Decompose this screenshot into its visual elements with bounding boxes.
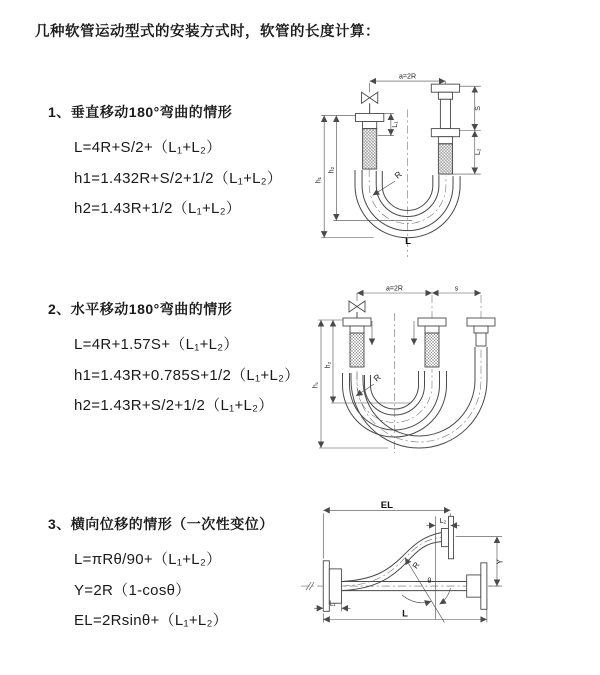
braided-hose-section xyxy=(438,144,452,174)
left-flange xyxy=(343,318,371,333)
dim-label-h2: h₂ xyxy=(328,166,336,174)
diagram-vertical-180-svg xyxy=(311,71,589,261)
braided-hose-section xyxy=(363,129,377,169)
section-3-heading: 3、横向位移的情形（一次性变位） xyxy=(48,516,274,532)
dim-label-el: EL xyxy=(380,500,394,511)
formula: h1=1.43R+0.785S+1/2（L₁+L₂） xyxy=(74,366,300,384)
dim-label-h1: h₁ xyxy=(312,381,320,389)
dim-label-h1: h₁ xyxy=(315,176,323,184)
dim-label-l1: L₁ xyxy=(329,600,336,608)
radius-label: R xyxy=(371,371,383,384)
radius-label: R xyxy=(392,168,404,181)
hose-u-bend-position2 xyxy=(351,347,487,448)
valve-icon xyxy=(349,301,365,312)
section-3 xyxy=(48,514,274,637)
page-title: 几种软管运动型式的安装方式时，软管的长度计算： xyxy=(35,24,380,40)
dim-label-s: s xyxy=(454,285,459,293)
diagram-vertical-180 xyxy=(311,71,589,266)
right-flange-lower xyxy=(431,129,459,144)
radius-label: R xyxy=(410,560,422,571)
dim-label-s: S xyxy=(474,106,482,111)
right-flange-straight xyxy=(467,563,487,609)
right-flange xyxy=(467,318,495,333)
left-flange xyxy=(356,113,384,128)
section-2-heading: 2、水平移动180°弯曲的情形 xyxy=(48,301,233,317)
formula: L=πRθ/90+（L₁+L₂） xyxy=(74,551,222,568)
formula: L=4R+1.57S+（L₁+L₂） xyxy=(74,336,239,353)
diagram-lateral-displacement xyxy=(297,500,600,667)
formula: h1=1.432R+S/2+1/2（L₁+L₂） xyxy=(74,169,283,187)
section-3-formulas xyxy=(48,545,274,637)
right-pipe-tube xyxy=(440,99,450,128)
right-pipe-tube xyxy=(476,333,486,346)
length-label: L xyxy=(402,608,408,620)
dim-label-y: Y xyxy=(495,559,505,565)
dim-label-span: a=2R xyxy=(399,73,417,81)
braided-hose-section xyxy=(350,333,364,367)
angle-label: θ xyxy=(427,578,432,586)
section-2-formulas xyxy=(48,330,300,422)
right-flange-upper xyxy=(431,84,459,99)
section-1-heading: 1、垂直移动180°弯曲的情形 xyxy=(48,104,233,120)
braided-hose-section xyxy=(425,333,439,367)
dim-label-l2: L₂ xyxy=(439,517,447,525)
diagram-horizontal-180-svg xyxy=(310,284,600,460)
diagram-lateral-svg xyxy=(297,500,600,662)
formula: Y=2R（1-cosθ） xyxy=(74,581,191,599)
formula: L=4R+S/2+（L₁+L₂） xyxy=(74,139,222,156)
diagram-horizontal-180 xyxy=(310,284,600,465)
length-label: L xyxy=(405,235,411,247)
angle-arc xyxy=(402,595,431,603)
section-2 xyxy=(48,299,300,422)
valve-icon xyxy=(362,92,378,103)
middle-flange xyxy=(418,318,446,333)
dim-label-l1: L₁ xyxy=(391,121,399,128)
formula: h2=1.43R+S/2+1/2（L₁+L₂） xyxy=(74,397,274,414)
formula: h2=1.43R+1/2（L₁+L₂） xyxy=(74,200,242,217)
formula: EL=2Rsinθ+（L₁+L₂） xyxy=(74,612,228,629)
dim-label-h2: h₂ xyxy=(325,361,332,369)
section-1 xyxy=(48,102,282,225)
section-1-formulas xyxy=(48,133,282,225)
dim-label-l2: L₂ xyxy=(474,148,482,156)
dim-label-span: a=2R xyxy=(386,285,403,293)
